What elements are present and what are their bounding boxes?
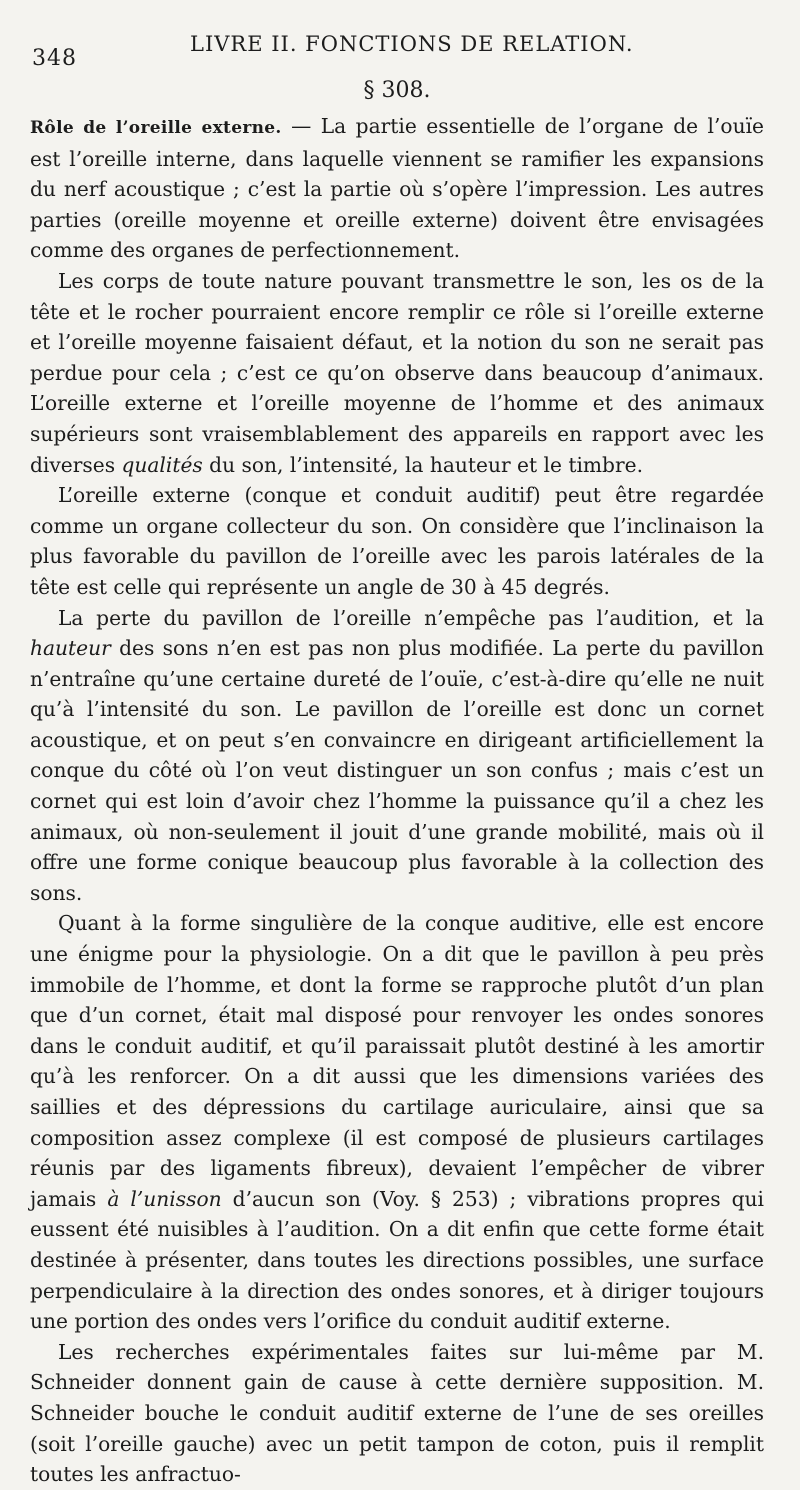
paragraph-text: Les corps de toute nature pouvant transmettre le son, les os de la tête et le rocher pourraient encore remplir ce rôle si l’oreille externe et l’oreille moyenne faisaient défaut, et la notion du son ne serait pas perdue pour cela ; c’est ce qu’on observe dans beaucoup d’animaux. L’oreille externe et l’oreille moyenne de l’homme et des animaux supérieurs sont vraisemblablement des appareils en rapport avec les diverses xyxy=(30,268,764,477)
paragraph-text: du son, l’intensité, la hauteur et le timbre. xyxy=(202,452,643,477)
italic-term: qualités xyxy=(121,452,203,477)
paragraph-text: Les recherches expérimentales faites sur lui-même par M. Schneider donnent gain de cause à cette dernière supposition. M. Schneider bouche le conduit auditif externe de l’une de ses oreilles (soit l’oreille gauche) avec un petit tampon de coton, puis il remplit toutes les anfractuo- xyxy=(30,1339,764,1487)
paragraph-lead: Rôle de l’oreille externe. xyxy=(30,118,282,138)
italic-term: à l’unisson xyxy=(107,1186,222,1211)
paragraph-text: — La partie essentielle de l’organe de l’ouïe est l’oreille interne, dans laquelle viennent se ramifier les expansions du nerf acoustique ; c’est la partie où s’opère l’impression. Les autres parties (oreille moyenne et oreille externe) doivent être envisagées comme des organes de perfectionnement. xyxy=(30,114,764,263)
paragraph-text: Quant à la forme singulière de la conque auditive, elle est encore une énigme pour la physiologie. On a dit que le pavillon à peu près immobile de l’homme, et dont la forme se rapproche plutôt d’un plan que d’un cornet, était mal disposé pour renvoyer les ondes sonores dans le conduit auditif, et qu’il paraissait plutôt destiné à les amortir qu’à les renforcer. On a dit aussi que les dimensions variées des saillies et des dépressions du cartilage auriculaire, ainsi que sa composition assez complexe (il est composé de plusieurs cartilages réunis par des ligaments fibreux), devaient l’empêcher de vibrer jamais xyxy=(30,911,764,1211)
paragraph-3 xyxy=(30,480,764,602)
running-head: LIVRE II. FONCTIONS DE RELATION. xyxy=(190,32,634,56)
paragraph-text: d’aucun son (Voy. § 253) ; vibrations propres qui eussent été nuisibles à l’audition. On a dit enfin que cette forme était destinée à présenter, dans toutes les directions possibles, une surface perpendiculaire à la direction des ondes sonores, et à diriger toujours une portion des ondes vers l’orifice du conduit auditif externe. xyxy=(30,1186,764,1334)
section-number: § 308. xyxy=(363,78,431,103)
page-number: 348 xyxy=(32,46,77,71)
paragraph-6 xyxy=(30,1337,764,1490)
paragraph-text: des sons n’en est pas non plus modifiée. La perte du pavillon n’entraîne qu’une certaine dureté de l’ouïe, c’est-à-dire qu’elle ne nuit qu’à l’intensité du son. Le pavillon de l’oreille est donc un cornet acoustique, et on peut s’en convaincre en dirigeant artificiellement la conque du côté où l’on veut distinguer un son confus ; mais c’est un cornet qui est loin d’avoir chez l’homme la puissance qu’il a chez les animaux, où non-seulement il jouit d’une grande mobilité, mais où il offre une forme conique beaucoup plus favorable à la collection des sons. xyxy=(30,636,764,905)
paragraph-1 xyxy=(30,111,764,266)
body-text xyxy=(30,111,764,1490)
paragraph-text: La perte du pavillon de l’oreille n’empêche pas l’audition, et la xyxy=(58,605,764,630)
paragraph-4 xyxy=(30,603,764,909)
paragraph-5 xyxy=(30,908,764,1336)
paragraph-2 xyxy=(30,266,764,480)
paragraph-text: L’oreille externe (conque et conduit auditif) peut être regardée comme un organe collecteur du son. On considère que l’inclinaison la plus favorable du pavillon de l’oreille avec les parois latérales de la tête est celle qui représente un angle de 30 à 45 degrés. xyxy=(30,483,764,599)
italic-term: hauteur xyxy=(30,636,111,661)
page-header xyxy=(30,22,764,71)
